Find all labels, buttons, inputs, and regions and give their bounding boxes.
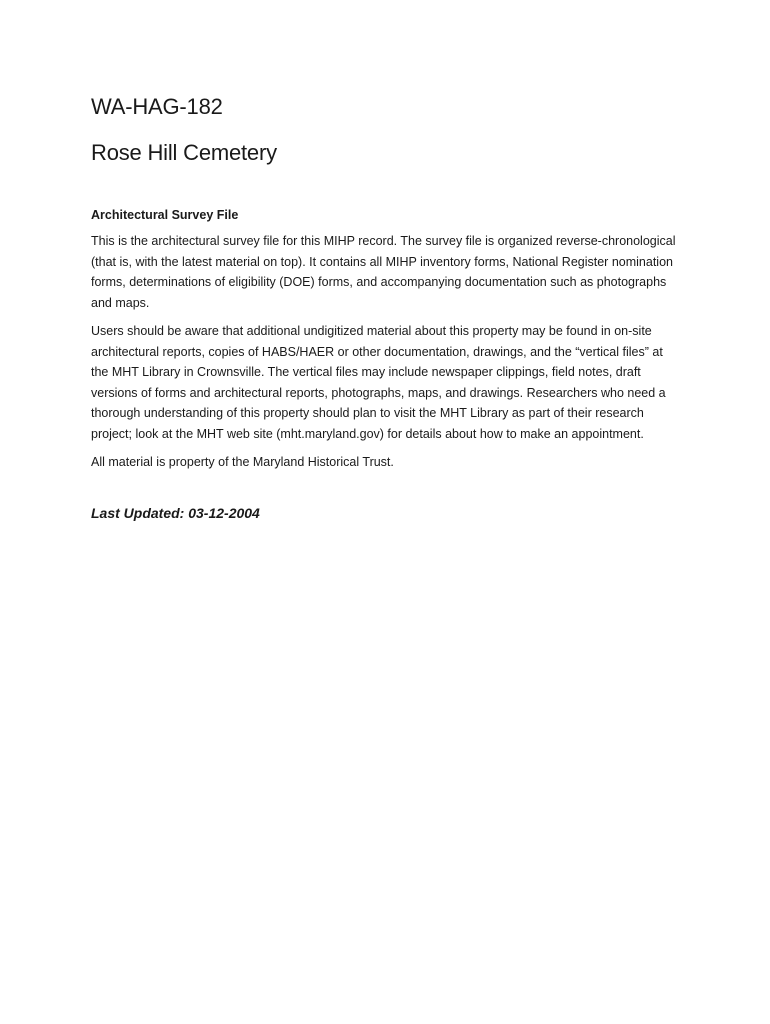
document-content [91,92,681,523]
last-updated-date: Last Updated: 03-12-2004 [91,504,260,521]
intro-paragraph: This is the architectural survey file for this MIHP record. The survey file is organized reverse-chronological (that is, with the latest material on top). It contains all MIHP inventory forms, National Register nomination forms, determinations of eligibility (DOE) forms, and accompanying documentation such as photographs and maps. [91,234,676,310]
record-id-title: WA-HAG-182 [91,94,223,119]
ownership-paragraph: All material is property of the Maryland Historical Trust. [91,455,394,469]
undigitized-material-paragraph: Users should be aware that additional undigitized material about this property may be found in on-site architectural reports, copies of HABS/HAER or other documentation, drawings, and the “vertical files” at the MHT Library in Crownsville. The vertical files may include newspaper clippings, field notes, draft versions of forms and architectural reports, photographs, maps, and drawings. Researchers who need a thorough understanding of this property should plan to visit the MHT Library as part of their research project; look at the MHT web site (mht.maryland.gov) for details about how to make an appointment. [91,324,666,441]
section-heading: Architectural Survey File [91,208,239,222]
record-name-title: Rose Hill Cemetery [91,140,277,165]
